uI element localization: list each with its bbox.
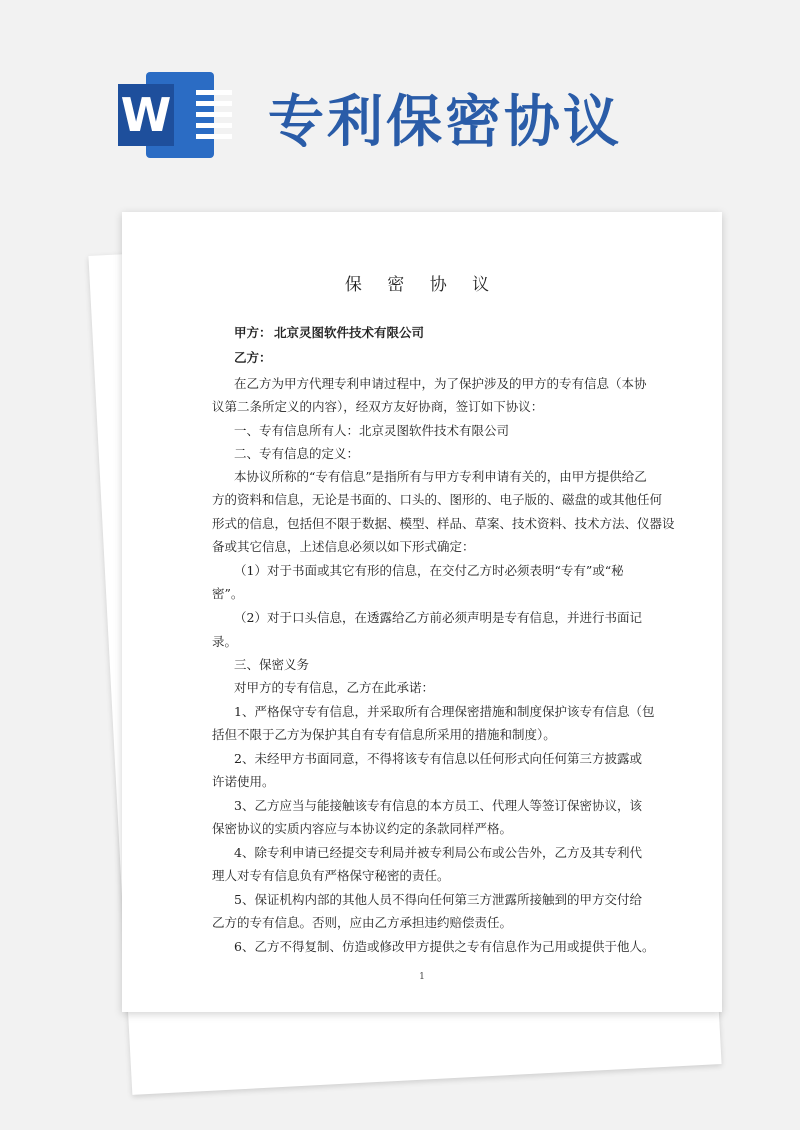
- list-item: 6、乙方不得复制、仿造或修改甲方提供之专有信息作为己用或提供于他人。: [234, 939, 655, 954]
- list-item: 1、严格保守专有信息，并采取所有合理保密措施和制度保护该专有信息（包: [234, 704, 655, 719]
- body-line: 乙方的专有信息。否则，应由乙方承担违约赔偿责任。: [212, 915, 513, 930]
- body-line: 对甲方的专有信息，乙方在此承诺：: [234, 680, 435, 695]
- word-icon-letter: W: [118, 84, 174, 146]
- list-item: （2）对于口头信息，在透露给乙方前必须声明是专有信息，并进行书面记: [234, 610, 642, 625]
- body-line: 议第二条所定义的内容），经双方友好协商，签订如下协议：: [212, 399, 544, 414]
- document-title: 保 密 协 议: [344, 275, 500, 295]
- word-document-icon: [118, 72, 214, 158]
- body-line: 备或其它信息，上述信息必须以如下形式确定：: [212, 539, 475, 554]
- body-line: 在乙方为甲方代理专利申请过程中，为了保护涉及的甲方的专有信息（本协: [234, 376, 647, 391]
- section-heading: 一、专有信息所有人：北京灵图软件技术有限公司: [234, 423, 510, 438]
- party-a-label: 甲方：: [234, 325, 272, 340]
- body-line: 许诺使用。: [212, 774, 275, 789]
- body-line: 理人对专有信息负有严格保守秘密的责任。: [212, 868, 450, 883]
- list-item: 2、未经甲方书面同意，不得将该专有信息以任何形式向任何第三方披露或: [234, 751, 642, 766]
- word-icon-lines: [196, 90, 232, 145]
- party-b-label: 乙方：: [234, 350, 272, 365]
- list-item: 4、除专利申请已经提交专利局并被专利局公布或公告外，乙方及其专利代: [234, 845, 642, 860]
- list-item: 3、乙方应当与能接触该专有信息的本方员工、代理人等签订保密协议，该: [234, 798, 642, 813]
- body-line: 本协议所称的“专有信息”是指所有与甲方专利申请有关的，由甲方提供给乙: [234, 469, 647, 484]
- list-item: 5、保证机构内部的其他人员不得向任何第三方泄露所接触到的甲方交付给: [234, 892, 642, 907]
- party-a-name: 北京灵图软件技术有限公司: [274, 325, 425, 340]
- body-line: 保密协议的实质内容应与本协议约定的条款同样严格。: [212, 821, 513, 836]
- banner-title: 专利保密协议: [268, 90, 622, 155]
- list-item: （1）对于书面或其它有形的信息，在交付乙方时必须表明“专有”或“秘: [234, 563, 624, 578]
- body-line: 录。: [212, 634, 238, 649]
- body-line: 密”。: [212, 586, 244, 601]
- section-heading: 三、保密义务: [234, 657, 310, 672]
- body-line: 括但不限于乙方为保护其自有专有信息所采用的措施和制度）。: [212, 727, 556, 742]
- document-page: [122, 212, 722, 1012]
- header-banner: [0, 0, 800, 200]
- page-number: 1: [419, 972, 425, 982]
- body-line: 方的资料和信息，无论是书面的、口头的、图形的、电子版的、磁盘的或其他任何: [212, 492, 663, 507]
- body-line: 形式的信息，包括但不限于数据、模型、样品、草案、技术资料、技术方法、仪器设: [212, 516, 675, 531]
- section-heading: 二、专有信息的定义：: [234, 446, 360, 461]
